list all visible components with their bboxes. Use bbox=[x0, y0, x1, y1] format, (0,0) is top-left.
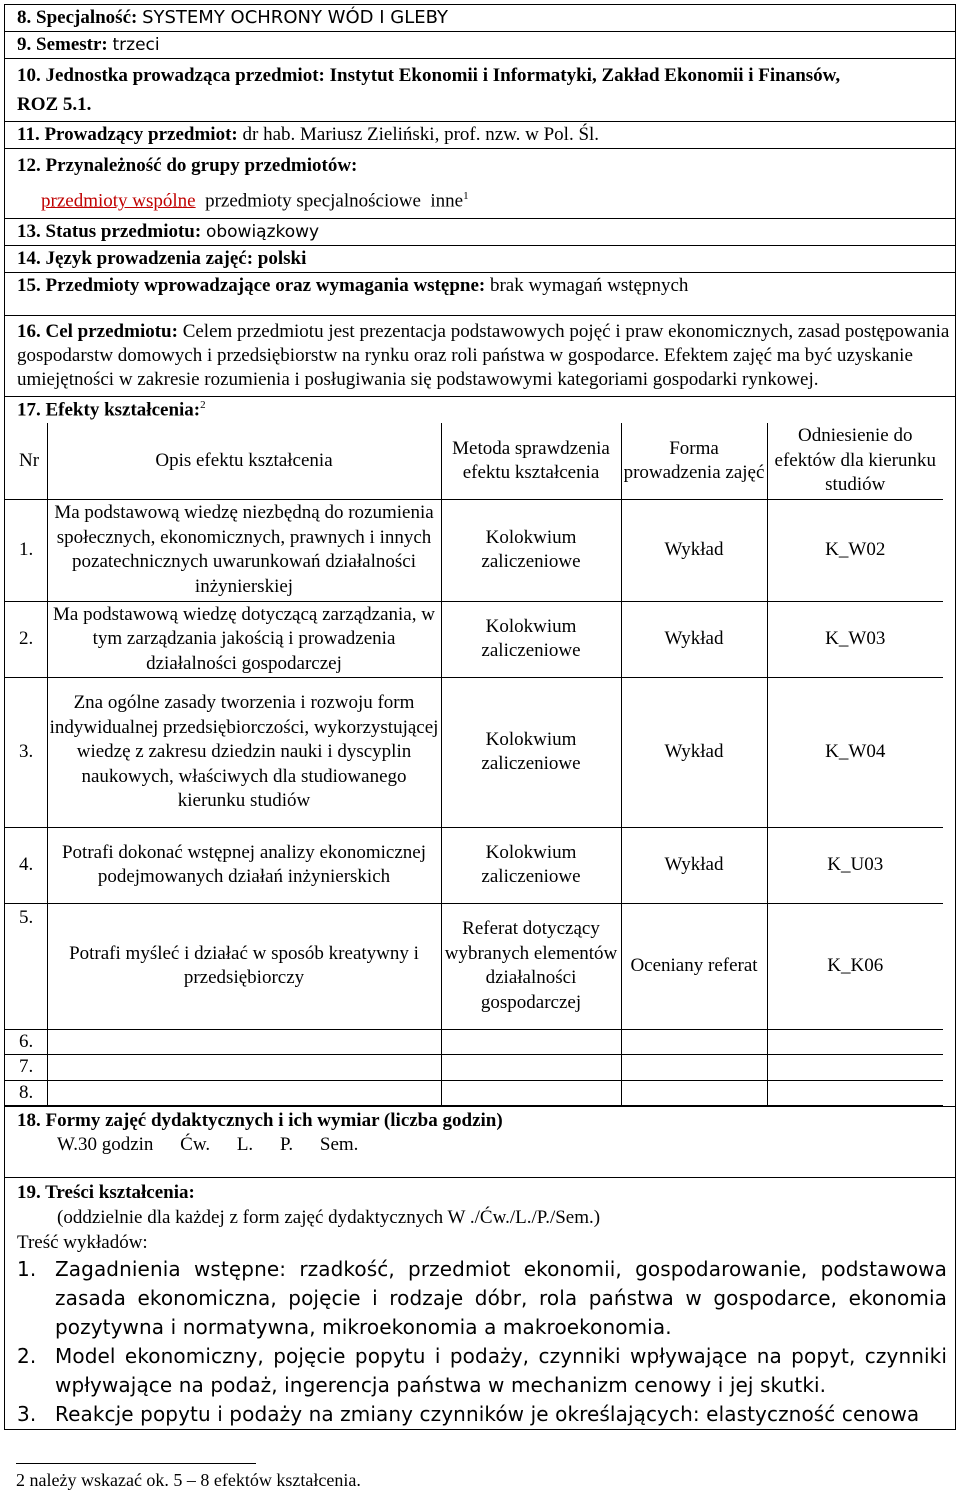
effect-nr: 5. bbox=[5, 903, 47, 1029]
lecturer-label: 11. Prowadzący przedmiot: bbox=[17, 124, 238, 145]
effect-nr: 1. bbox=[5, 499, 47, 601]
forms-exercises: Ćw. bbox=[180, 1134, 211, 1156]
group-option-specialty: przedmioty specjalnościowe bbox=[205, 190, 421, 212]
effect-nr: 2. bbox=[5, 601, 47, 677]
effect-description: Potrafi myśleć i działać w sposób kreatywny i przedsiębiorczy bbox=[47, 903, 441, 1029]
effect-description: Potrafi dokonać wstępnej analizy ekonomicznej podejmowanych działań inżynierskich bbox=[47, 827, 441, 903]
table-row bbox=[5, 827, 943, 903]
table-row bbox=[5, 1029, 943, 1055]
lecture-item-number: 2. bbox=[17, 1344, 37, 1369]
effect-reference bbox=[767, 1080, 943, 1106]
effect-method bbox=[441, 1055, 621, 1081]
list-item bbox=[17, 1400, 955, 1429]
effect-method: Kolokwium zaliczeniowe bbox=[441, 601, 621, 677]
effect-method: Kolokwium zaliczeniowe bbox=[441, 827, 621, 903]
effect-form bbox=[621, 1080, 767, 1106]
semester-value: trzeci bbox=[112, 35, 160, 55]
effect-reference: K_U03 bbox=[767, 827, 943, 903]
effect-method: Kolokwium zaliczeniowe bbox=[441, 499, 621, 601]
forms-seminars: Sem. bbox=[319, 1134, 359, 1156]
status-label: 13. Status przedmiotu: bbox=[17, 221, 202, 243]
effect-description bbox=[47, 1080, 441, 1106]
effects-table bbox=[5, 423, 943, 1106]
list-item bbox=[17, 1342, 955, 1400]
effect-description bbox=[47, 1029, 441, 1055]
group-option-other: inne bbox=[430, 190, 464, 212]
effect-form bbox=[621, 1055, 767, 1081]
unit-text: 10. Jednostka prowadząca przedmiot: Instytut Ekonomii i Informatyki, Zakład Ekonomii i Finansów, bbox=[17, 65, 841, 86]
effect-nr: 3. bbox=[5, 677, 47, 827]
table-row bbox=[5, 499, 943, 601]
effect-form: Wykład bbox=[621, 601, 767, 677]
status-value: obowiązkowy bbox=[205, 222, 320, 243]
lecture-item-number: 1. bbox=[17, 1257, 37, 1282]
footnote-ref-2: 2 bbox=[200, 399, 206, 412]
prereq-row bbox=[5, 273, 956, 316]
content-title: 19. Treści kształcenia: bbox=[17, 1182, 195, 1204]
lecture-item-number: 3. bbox=[17, 1402, 37, 1427]
goal-row bbox=[5, 316, 956, 397]
goal-value: Celem przedmiotu jest prezentacja podstawowych pojęć i praw ekonomicznych, zasad postępowania gospodarstw domowych i przedsiębiorstw na rynku oraz roli państwa w gospodarce. Efektem zajęć ma być uzyskanie umiejętności w zakresie rozumienia i posługiwania się podstawowymi kategoriami gospodarki rynkowej. bbox=[17, 321, 950, 391]
specialty-label: 8. Specjalność: bbox=[17, 7, 138, 28]
effect-form bbox=[621, 1029, 767, 1055]
effect-reference bbox=[767, 1029, 943, 1055]
effect-reference: K_K06 bbox=[767, 903, 943, 1029]
effects-row bbox=[5, 397, 956, 1107]
content-note: (oddzielnie dla każdej z form zajęć dydaktycznych W ./Ćw./L./P./Sem.) bbox=[57, 1207, 601, 1229]
table-row bbox=[5, 903, 943, 1029]
effect-method bbox=[441, 1080, 621, 1106]
effect-method: Referat dotyczący wybranych elementów działalności gospodarczej bbox=[441, 903, 621, 1029]
effect-form: Wykład bbox=[621, 677, 767, 827]
effect-reference: K_W03 bbox=[767, 601, 943, 677]
syllabus-sheet bbox=[4, 4, 956, 1430]
prereq-label: 15. Przedmioty wprowadzające oraz wymagania wstępne: bbox=[17, 275, 486, 297]
effects-header-row bbox=[5, 423, 943, 499]
effects-label: 17. Efekty kształcenia: bbox=[17, 399, 201, 421]
table-row bbox=[5, 677, 943, 827]
effect-reference: K_W02 bbox=[767, 499, 943, 601]
list-item bbox=[17, 1255, 955, 1342]
group-label: 12. Przynależność do grupy przedmiotów: bbox=[17, 155, 358, 176]
footnote-separator bbox=[16, 1463, 256, 1464]
effect-method bbox=[441, 1029, 621, 1055]
forms-projects: P. bbox=[279, 1134, 294, 1156]
effect-form: Wykład bbox=[621, 827, 767, 903]
effect-description: Zna ogólne zasady tworzenia i rozwoju form indywidualnej przedsiębiorczości, wykorzystującej wiedzę z zakresu dziedzin nauki i dyscyplin naukowych, właściwych dla studiowanego kierunku studiów bbox=[47, 677, 441, 827]
effect-description: Ma podstawową wiedzę niezbędną do rozumienia społecznych, ekonomicznych, prawnych i innych pozatechnicznych uwarunkowań działalności inżynierskiej bbox=[47, 499, 441, 601]
effect-description bbox=[47, 1055, 441, 1081]
effect-reference: K_W04 bbox=[767, 677, 943, 827]
table-row bbox=[5, 1080, 943, 1106]
table-row bbox=[5, 1055, 943, 1081]
forms-row bbox=[5, 1107, 956, 1178]
semester-label: 9. Semestr: bbox=[17, 34, 108, 55]
status-row bbox=[5, 219, 956, 246]
forms-title: 18. Formy zajęć dydaktycznych i ich wymiar (liczba godzin) bbox=[17, 1110, 503, 1132]
effect-nr: 7. bbox=[5, 1055, 47, 1081]
lecture-item-text: Zagadnienia wstępne: rzadkość, przedmiot ekonomii, gospodarowanie, podstawowa zasada ekonomiczna, pojęcie i rodzaje dóbr, rola państwa w gospodarce, ekonomia pozytywna i normatywna, mikroekonomia a makroekonomia. bbox=[55, 1257, 947, 1340]
col-header-reference: Odniesienie do efektów dla kierunku studiów bbox=[767, 423, 943, 499]
language-text: 14. Język prowadzenia zajęć: polski bbox=[17, 248, 307, 270]
footnote-ref-1: 1 bbox=[463, 190, 469, 202]
goal-label: 16. Cel przedmiotu: bbox=[17, 321, 178, 343]
effect-description: Ma podstawową wiedzę dotyczącą zarządzania, w tym zarządzania jakością i prowadzenia działalności gospodarczej bbox=[47, 601, 441, 677]
col-header-description: Opis efektu kształcenia bbox=[47, 423, 441, 499]
specialty-value: SYSTEMY OCHRONY WÓD I GLEBY bbox=[142, 7, 448, 28]
lecture-item-text: Model ekonomiczny, pojęcie popytu i podaży, czynniki wpływające na popyt, czynniki wpływające na podaż, ingerencja państwa w mechanizm cenowy i jej skutki. bbox=[55, 1344, 947, 1398]
syllabus-table bbox=[4, 4, 956, 1430]
footnote: 2 należy wskazać ok. 5 – 8 efektów kształcenia. bbox=[16, 1470, 361, 1490]
effect-method: Kolokwium zaliczeniowe bbox=[441, 677, 621, 827]
group-row bbox=[5, 149, 956, 219]
col-header-form: Forma prowadzenia zajęć bbox=[621, 423, 767, 499]
effect-nr: 8. bbox=[5, 1080, 47, 1106]
lecturer-value: dr hab. Mariusz Zieliński, prof. nzw. w Pol. Śl. bbox=[242, 124, 600, 145]
unit-code: ROZ 5.1. bbox=[17, 94, 92, 115]
col-header-nr: Nr bbox=[5, 423, 47, 499]
col-header-method: Metoda sprawdzenia efektu kształcenia bbox=[441, 423, 621, 499]
forms-labs: L. bbox=[236, 1134, 254, 1156]
effect-nr: 4. bbox=[5, 827, 47, 903]
effect-nr: 6. bbox=[5, 1029, 47, 1055]
language-row bbox=[5, 246, 956, 273]
lecture-item-text: Reakcje popytu i podaży na zmiany czynników je określających: elastyczność cenowa bbox=[55, 1402, 920, 1427]
semester-row bbox=[5, 32, 956, 59]
effect-form: Oceniany referat bbox=[621, 903, 767, 1029]
lecturer-row bbox=[5, 122, 956, 149]
prereq-value: brak wymagań wstępnych bbox=[489, 275, 689, 297]
effect-reference bbox=[767, 1055, 943, 1081]
content-row bbox=[5, 1178, 956, 1430]
unit-row bbox=[5, 59, 956, 122]
lecture-list bbox=[17, 1255, 955, 1429]
specialty-row bbox=[5, 5, 956, 32]
forms-lecture-hours: W.30 godzin bbox=[57, 1134, 154, 1156]
group-option-common: przedmioty wspólne bbox=[41, 190, 196, 212]
lecture-content-title: Treść wykładów: bbox=[17, 1232, 148, 1254]
table-row bbox=[5, 601, 943, 677]
effect-form: Wykład bbox=[621, 499, 767, 601]
